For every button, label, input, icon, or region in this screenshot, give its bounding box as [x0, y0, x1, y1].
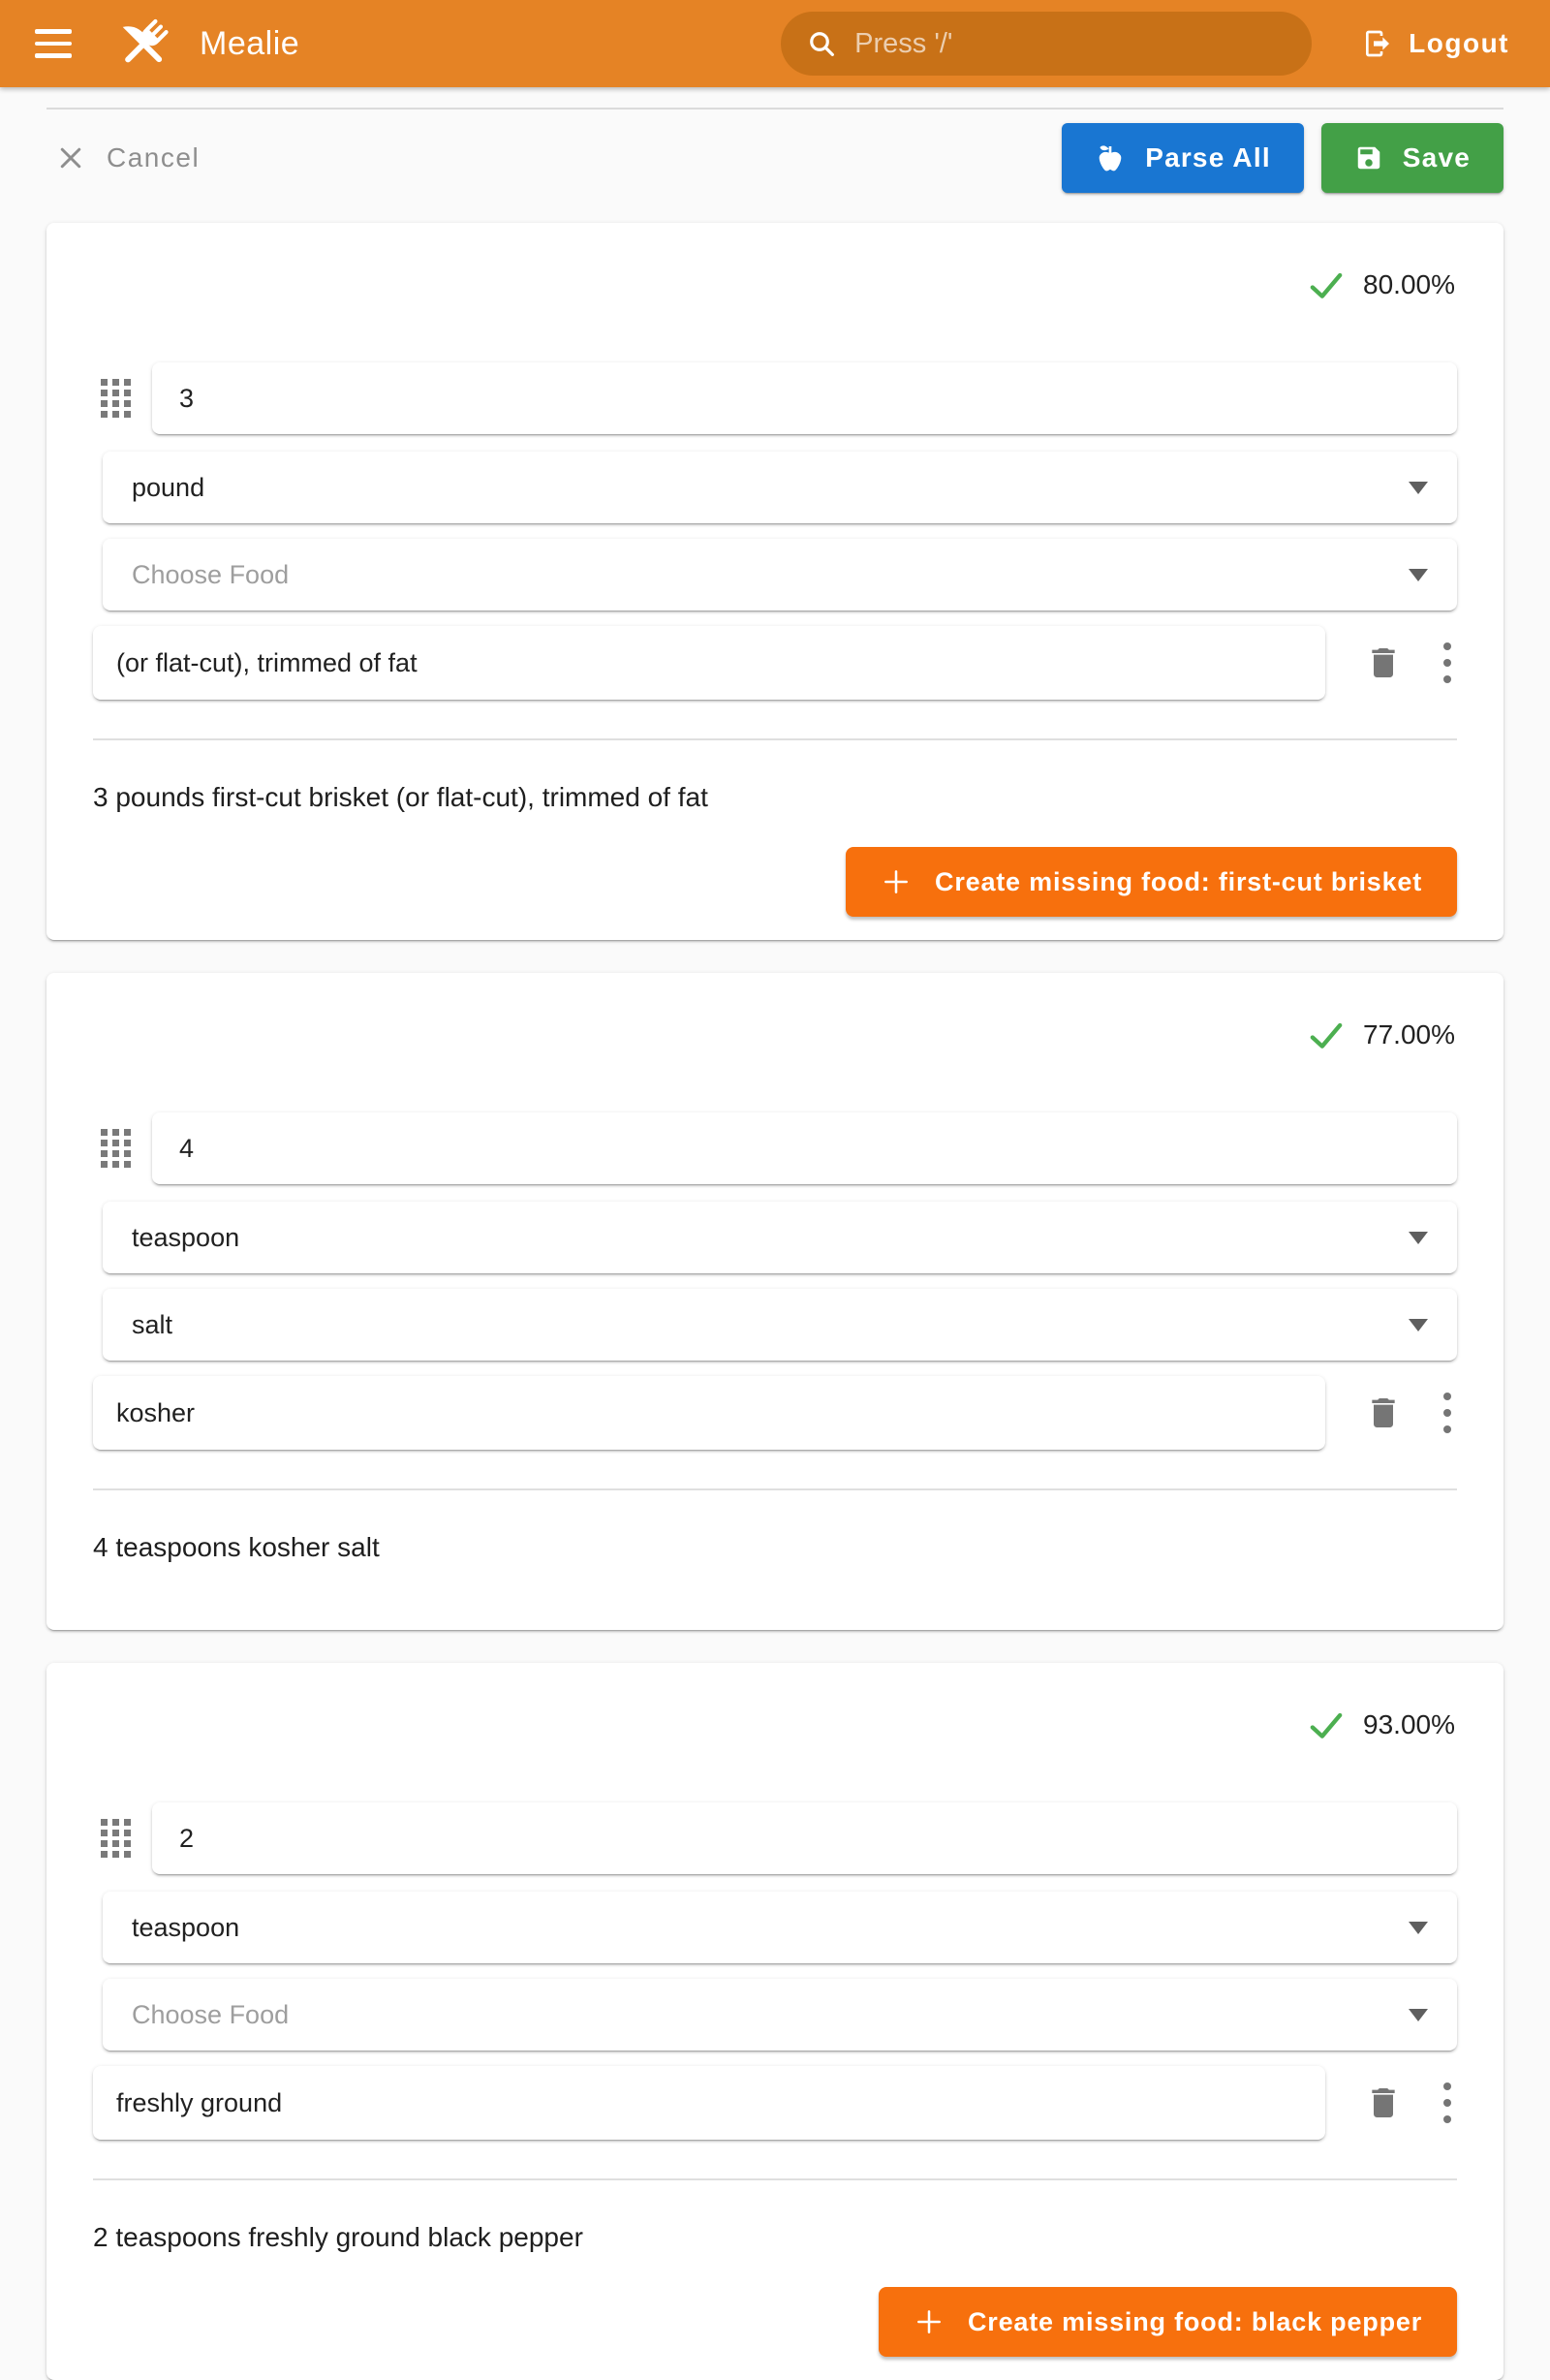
floppy-disk-icon [1354, 143, 1383, 172]
confidence-value: 93.00% [1363, 1709, 1455, 1739]
confidence-row [93, 266, 1457, 304]
delete-button[interactable] [1364, 1394, 1403, 1432]
create-missing-food-label: Create missing food: black pepper [968, 2306, 1422, 2336]
delete-button[interactable] [1364, 2083, 1403, 2122]
unit-value: teaspoon [132, 1222, 240, 1252]
kebab-menu-icon [1443, 642, 1451, 650]
drag-handle-icon[interactable] [101, 379, 131, 418]
amount-field [152, 1802, 1457, 1874]
kebab-menu-icon [1443, 1393, 1451, 1400]
fork-knife-icon [112, 13, 174, 75]
save-label: Save [1402, 142, 1471, 172]
note-input[interactable] [93, 2066, 1325, 2140]
note-input[interactable] [93, 1376, 1325, 1450]
logout-icon [1362, 28, 1393, 59]
confidence-value: 77.00% [1363, 1019, 1455, 1049]
food-placeholder: Choose Food [132, 1999, 290, 2029]
ingredient-card [46, 973, 1504, 1630]
logout-button[interactable] [1362, 28, 1509, 59]
ingredient-card [46, 223, 1504, 940]
amount-input[interactable] [152, 362, 1457, 434]
amount-input[interactable] [152, 1112, 1457, 1184]
food-placeholder: Choose Food [132, 559, 290, 589]
drag-handle-icon[interactable] [101, 1819, 131, 1858]
food-select[interactable] [103, 1979, 1457, 2051]
cancel-button[interactable] [46, 142, 209, 173]
note-input[interactable] [93, 626, 1325, 700]
amount-field [152, 362, 1457, 434]
note-field [93, 1376, 1325, 1450]
original-ingredient-text: 2 teaspoons freshly ground black pepper [93, 2222, 583, 2252]
unit-select[interactable] [103, 1892, 1457, 1963]
card-divider [93, 1488, 1457, 1490]
card-divider [93, 2178, 1457, 2180]
original-ingredient-text: 3 pounds first-cut brisket (or flat-cut), trimmed of fat [93, 782, 708, 812]
ingredient-card [46, 1663, 1504, 2380]
kebab-menu-icon [1443, 2082, 1451, 2090]
hamburger-menu-icon[interactable] [35, 29, 74, 58]
more-options-button[interactable] [1443, 642, 1451, 683]
more-options-button[interactable] [1443, 2082, 1451, 2123]
amount-field [152, 1112, 1457, 1184]
check-icon [1307, 1706, 1346, 1744]
logout-label: Logout [1409, 28, 1509, 58]
apple-icon [1095, 142, 1126, 173]
search-icon [806, 28, 837, 59]
trash-icon [1364, 643, 1403, 682]
cancel-label: Cancel [107, 142, 201, 172]
drag-handle-icon[interactable] [101, 1129, 131, 1168]
toolbar [46, 122, 1504, 194]
close-icon [56, 143, 85, 172]
create-missing-food-button[interactable] [846, 847, 1457, 917]
search-placeholder: Press '/' [854, 27, 953, 59]
chevron-down-icon [1409, 569, 1428, 581]
delete-button[interactable] [1364, 643, 1403, 682]
note-field [93, 626, 1325, 700]
top-divider [46, 108, 1504, 110]
trash-icon [1364, 2083, 1403, 2122]
create-missing-food-label: Create missing food: first-cut brisket [935, 866, 1422, 896]
check-icon [1307, 266, 1346, 304]
confidence-row [93, 1016, 1457, 1054]
unit-select[interactable] [103, 1202, 1457, 1273]
save-button[interactable] [1321, 123, 1504, 193]
create-missing-food-button[interactable] [879, 2287, 1457, 2357]
search-input[interactable] [781, 12, 1312, 76]
confidence-value: 80.00% [1363, 269, 1455, 299]
app-bar [0, 0, 1550, 87]
card-divider [93, 738, 1457, 740]
chevron-down-icon [1409, 2009, 1428, 2021]
amount-input[interactable] [152, 1802, 1457, 1874]
unit-value: teaspoon [132, 1912, 240, 1942]
parse-all-button[interactable] [1062, 123, 1304, 193]
parse-all-label: Parse All [1145, 142, 1271, 172]
plus-icon [881, 866, 912, 897]
trash-icon [1364, 1394, 1403, 1432]
food-value: salt [132, 1309, 173, 1339]
confidence-row [93, 1706, 1457, 1744]
chevron-down-icon [1409, 482, 1428, 494]
food-select[interactable] [103, 1289, 1457, 1361]
chevron-down-icon [1409, 1232, 1428, 1244]
app-title: Mealie [200, 24, 300, 62]
original-ingredient-text: 4 teaspoons kosher salt [93, 1532, 380, 1562]
unit-value: pound [132, 472, 205, 502]
note-field [93, 2066, 1325, 2140]
ingredient-parser-page [0, 108, 1550, 2380]
unit-select[interactable] [103, 452, 1457, 523]
more-options-button[interactable] [1443, 1393, 1451, 1433]
food-select[interactable] [103, 539, 1457, 611]
chevron-down-icon [1409, 1922, 1428, 1934]
plus-icon [914, 2306, 945, 2337]
chevron-down-icon [1409, 1319, 1428, 1331]
check-icon [1307, 1016, 1346, 1054]
